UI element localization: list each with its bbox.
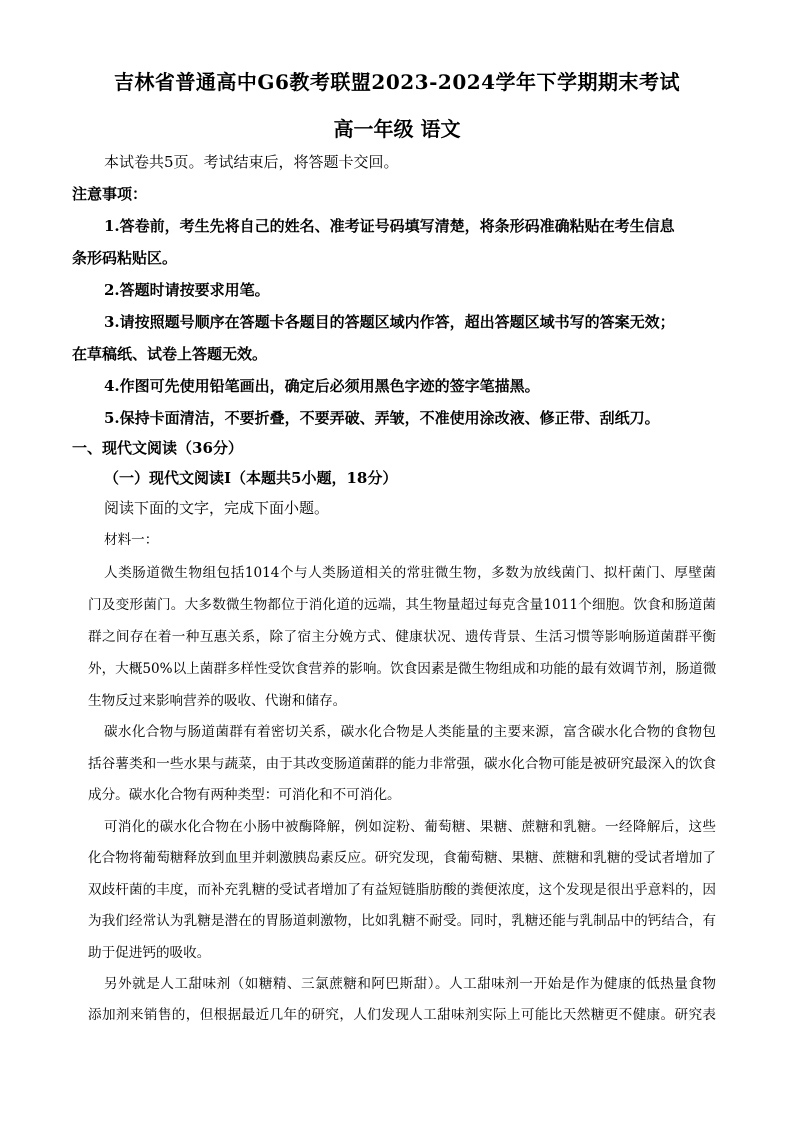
passage-line: 化合物将葡萄糖释放到血里并刺激胰岛素反应。研究发现，食葡萄糖、果糖、蔗糖和乳糖的受试者增加了 bbox=[88, 850, 716, 866]
passage-line: 添加剂来销售的，但根据最近几年的研究，人们发现人工甜味剂实际上可能比天然糖更不健康。研究表 bbox=[88, 1007, 716, 1023]
passage-line: 成分。碳水化合物有两种类型：可消化和不可消化。 bbox=[88, 787, 401, 803]
passage-line: 助于促进钙的吸收。 bbox=[88, 945, 211, 961]
subsection-heading: （一）现代文阅读Ⅰ（本题共5小题，18分） bbox=[104, 469, 398, 487]
passage-line: 外，大概50%以上菌群多样性受饮食营养的影响。饮食因素是微生物组成和功能的最有效调节剂，肠道微 bbox=[88, 661, 717, 677]
exam-title: 吉林省普通高中G6教考联盟2023-2024学年下学期期末考试 bbox=[113, 70, 681, 94]
notice-item-2: 2.答题时请按要求用笔。 bbox=[104, 281, 270, 299]
passage-line: 可消化的碳水化合物在小肠中被酶降解，例如淀粉、葡萄糖、果糖、蔗糖和乳糖。一经降解后，这些 bbox=[104, 819, 716, 835]
passage-line: 人类肠道微生物组包括1014个与人类肠道相关的常驻微生物，多数为放线菌门、拟杆菌门、厚壁菌 bbox=[104, 565, 716, 581]
notice-item-4: 4.作图可先使用铅笔画出，确定后必须用黑色字迹的签字笔描黑。 bbox=[104, 377, 540, 395]
notice-item-3-cont: 在草稿纸、试卷上答题无效。 bbox=[72, 345, 268, 363]
notice-item-5: 5.保持卡面清洁，不要折叠，不要弄破、弄皱，不准使用涂改液、修正带、刮纸刀。 bbox=[104, 409, 660, 427]
notice-item-1: 1.答卷前，考生先将自己的姓名、准考证号码填写清楚，将条形码准确粘贴在考生信息 bbox=[104, 217, 675, 235]
passage-line: 生物反过来影响营养的吸收、代谢和储存。 bbox=[88, 693, 347, 709]
reading-instruction: 阅读下面的文字，完成下面小题。 bbox=[104, 499, 330, 517]
passage-line: 另外就是人工甜味剂（如糖精、三氯蔗糖和阿巴斯甜）。人工甜味剂一开始是作为健康的低热量食物 bbox=[104, 976, 716, 992]
notice-item-3: 3.请按照题号顺序在答题卡各题目的答题区域内作答，超出答题区域书写的答案无效； bbox=[104, 313, 675, 331]
intro-text: 本试卷共5页。考试结束后，将答题卡交回。 bbox=[104, 153, 399, 171]
passage-line: 碳水化合物与肠道菌群有着密切关系，碳水化合物是人类能量的主要来源，富含碳水化合物的食物包 bbox=[104, 724, 716, 740]
section-heading: 一、现代文阅读（36分） bbox=[72, 439, 243, 457]
exam-subtitle: 高一年级 语文 bbox=[333, 117, 461, 141]
passage-line: 双歧杆菌的丰度，而补充乳糖的受试者增加了有益短链脂肪酸的粪便浓度，这个发现是很出乎意料的，因 bbox=[88, 882, 716, 898]
passage-line: 群之间存在着一种互惠关系，除了宿主分娩方式、健康状况、遗传背景、生活习惯等影响肠道菌群平衡 bbox=[88, 629, 716, 645]
notice-heading: 注意事项： bbox=[72, 185, 148, 203]
passage-line: 括谷薯类和一些水果与蔬菜，由于其改变肠道菌群的能力非常强，碳水化合物可能是被研究最深入的饮食 bbox=[88, 756, 716, 772]
passage-line: 为我们经常认为乳糖是潜在的胃肠道刺激物，比如乳糖不耐受。同时，乳糖还能与乳制品中的钙结合，有 bbox=[88, 913, 716, 929]
passage-line: 门及变形菌门。大多数微生物都位于消化道的远端，其生物量超过每克含量1011个细胞。饮食和肠道菌 bbox=[88, 597, 716, 613]
notice-item-1-cont: 条形码粘贴区。 bbox=[72, 249, 178, 267]
material-label: 材料一： bbox=[104, 532, 159, 548]
